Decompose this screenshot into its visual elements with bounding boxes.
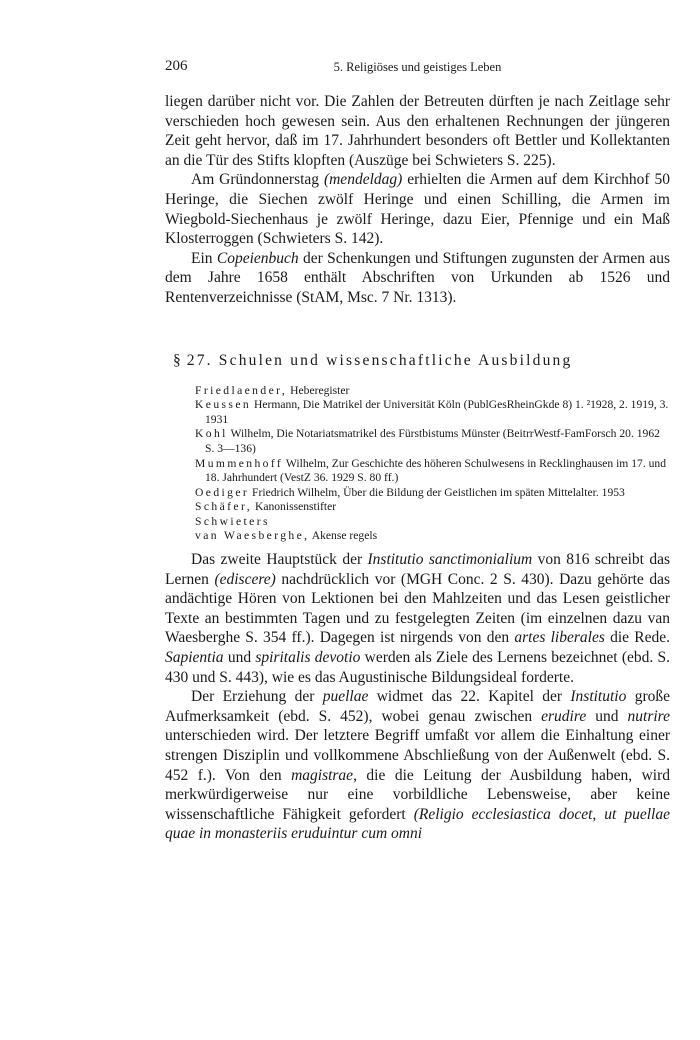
book-page [165, 58, 670, 844]
section-27-body [165, 550, 670, 844]
bibliography-entry: Oediger Friedrich Wilhelm, Über die Bildung der Geistlichen im späten Mittelalter. 1953 [195, 485, 625, 499]
bibliography-entry: Schwieters [195, 514, 270, 528]
section-5-continuation [165, 92, 670, 308]
paragraph: Ein Copeienbuch der Schenkungen und Stiftungen zugunsten der Armen aus dem Jahre 1658 enthält Abschriften von Urkunden ab 1526 und Rentenverzeichnisse (StAM, Msc. 7 Nr. 1313). [165, 249, 670, 306]
bibliography-entry: van Waesberghe, Akense regels [195, 529, 378, 543]
section-title: 27. Schulen und wissenschaftliche Ausbildung [186, 351, 573, 369]
page-number: 206 [165, 58, 188, 74]
running-head: 5. Religiöses und geistiges Leben [333, 60, 502, 74]
bibliography-entry: Schäfer, Kanonissenstifter [195, 500, 337, 514]
section-sign: § [173, 351, 181, 369]
section-heading [165, 352, 670, 370]
paragraph: Das zweite Hauptstück der Institutio sanctimonialium von 816 schreibt das Lernen (ediscere) nachdrücklich vor (MGH Conc. 2 S. 430). Dazu gehörte das andächtige Hören von Lektionen bei den Mahlzeiten und das Lesen geistlicher Texte an bestimmten Tagen und zu festgelegten Zeiten (im einzelnen dazu van Waesberghe S. 354 ff.). Dagegen ist nirgends von den artes liberales die Rede. Sapientia und spiritalis devotio werden als Ziele des Lernens bezeichnet (ebd. S. 430 und S. 443), wie es das Augustinische Bildungsideal forderte. [165, 551, 671, 686]
bibliography-entry: Friedlaender, Heberegister [195, 383, 350, 397]
page-header [165, 58, 670, 82]
paragraph: liegen darüber nicht vor. Die Zahlen der Betreuten dürften je nach Zeitlage sehr verschieden hoch gewesen sein. Aus den erhaltenen Rechnungen der jüngeren Zeit geht hervor, daß im 17. Jahrhundert besonders oft Bettler und Kollektanten an die Tür des Stifts klopften (Auszüge bei Schwieters S. 225). [165, 93, 670, 169]
bibliography-entry: Kohl Wilhelm, Die Notariatsmatrikel des Fürstbistums Münster (BeitrrWestf-FamForsch 20. 1962 S. 3—136) [195, 427, 660, 455]
paragraph: Der Erziehung der puellae widmet das 22. Kapitel der Institutio große Aufmerksamkeit (ebd. S. 452), wobei genau zwischen erudire und nutrire unterschieden wird. Der letztere Begriff umfaßt vor allem die Einhaltung einer strengen Disziplin und vollkommene Abschließung von der Außenwelt (ebd. S. 452 f.). Von den magistrae, die die Leitung der Ausbildung haben, wird merkwürdigerweise nur eine vorbildliche Lebensweise, aber keine wissenschaftliche Fähigkeit gefordert (Religio ecclesiastica docet, ut puellae quae in monasteriis eruduintur cum omni [165, 688, 670, 843]
paragraph: Am Gründonnerstag (mendeldag) erhielten die Armen auf dem Kirchhof 50 Heringe, die Siechen zwölf Heringe und einen Schilling, die Armen im Wiegbold-Siechenhaus je zwölf Heringe, dazu Eier, Pfennige und ein Maß Klosterroggen (Schwieters S. 142). [165, 171, 670, 248]
bibliography-entry: Keussen Hermann, Die Matrikel der Universität Köln (PublGesRheinGkde 8) 1. ²1928, 2. 1919, 3. 1931 [195, 398, 669, 426]
bibliography [195, 384, 670, 545]
bibliography-entry: Mummenhoff Wilhelm, Zur Geschichte des höheren Schulwesens in Recklinghausen im 17. und 18. Jahrhundert (VestZ 36. 1929 S. 80 ff.) [195, 456, 667, 485]
